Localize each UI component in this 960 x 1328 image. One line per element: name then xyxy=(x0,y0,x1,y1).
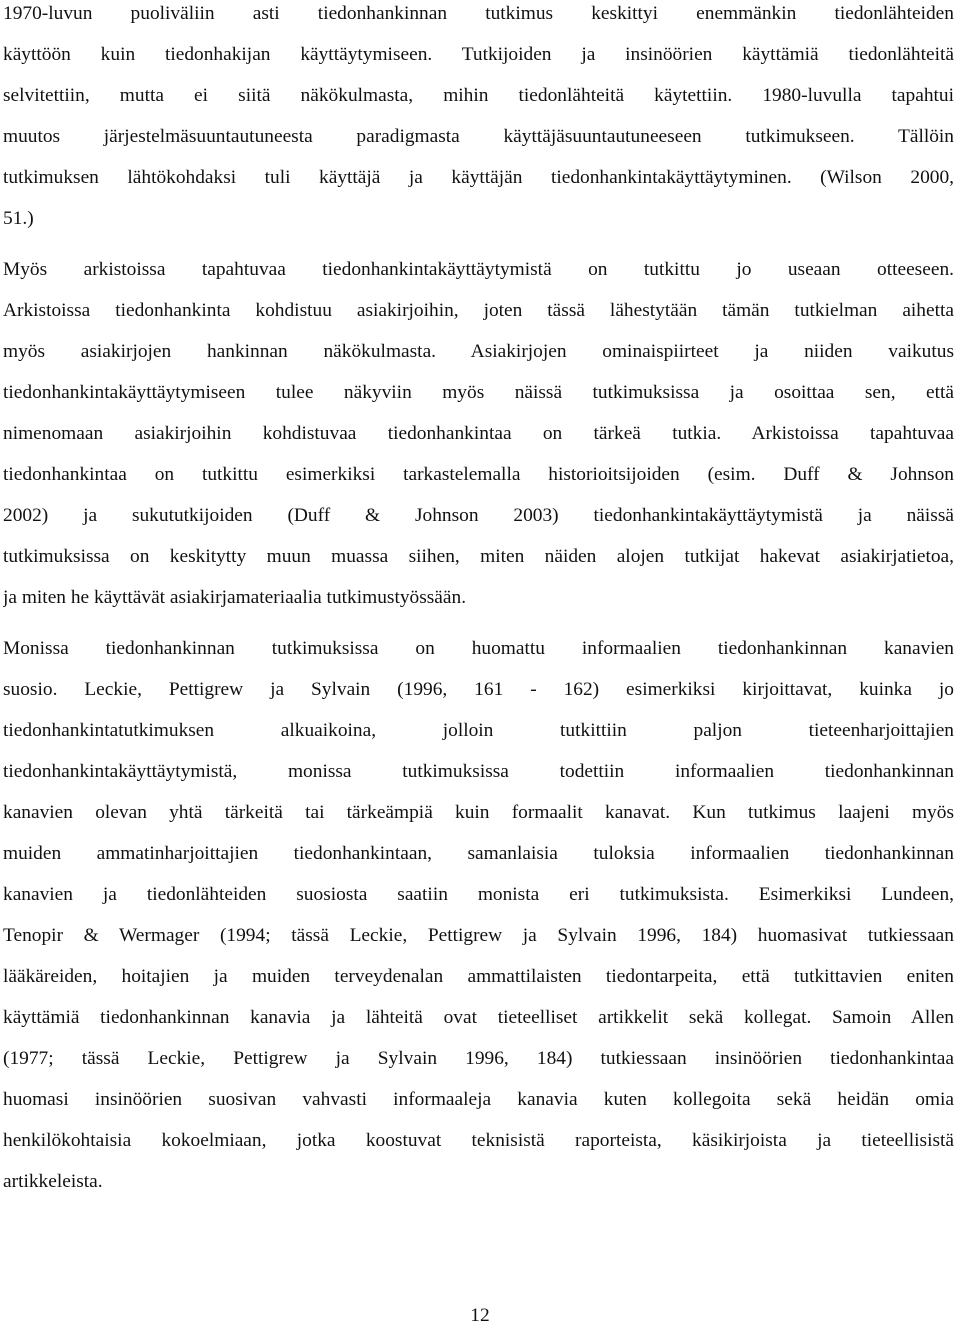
text-line: suosio. Leckie, Pettigrew ja Sylvain (1996, 161 - 162) esimerkiksi kirjoittavat, kuinka jo xyxy=(3,679,954,700)
text-line: tutkimuksissa on keskitytty muun muassa siihen, miten näiden alojen tutkijat hakevat asiakirjatietoa, xyxy=(3,546,954,567)
text-line: artikkeleista. xyxy=(3,1171,103,1192)
text-line: (1977; tässä Leckie, Pettigrew ja Sylvain 1996, 184) tutkiessaan insinöörien tiedonhankintaa xyxy=(3,1048,954,1069)
text-line: tiedonhankintaa on tutkittu esimerkiksi tarkastelemalla historioitsijoiden (esim. Duff & Johnson xyxy=(3,464,954,485)
paragraph-2 xyxy=(3,249,954,618)
text-line: tiedonhankintakäyttäytymiseen tulee näkyviin myös näissä tutkimuksissa ja osoittaa sen, että xyxy=(3,382,954,403)
text-line: huomasi insinöörien suosivan vahvasti informaaleja kanavia kuten kollegoita sekä heidän omia xyxy=(3,1089,954,1110)
text-line: muutos järjestelmäsuuntautuneesta paradigmasta käyttäjäsuuntautuneeseen tutkimukseen. Tällöin xyxy=(3,126,954,147)
text-line: Tenopir & Wermager (1994; tässä Leckie, Pettigrew ja Sylvain 1996, 184) huomasivat tutkiessaan xyxy=(3,925,954,946)
text-line: Myös arkistoissa tapahtuvaa tiedonhankintakäyttäytymistä on tutkittu jo useaan otteeseen. xyxy=(3,259,954,280)
paragraph-1 xyxy=(3,0,954,239)
text-line: kanavien ja tiedonlähteiden suosiosta saatiin monista eri tutkimuksista. Esimerkiksi Lundeen, xyxy=(3,884,954,905)
paragraph-3 xyxy=(3,628,954,1202)
text-line: tiedonhankintakäyttäytymistä, monissa tutkimuksissa todettiin informaalien tiedonhankinnan xyxy=(3,761,954,782)
text-line: 51.) xyxy=(3,208,34,229)
text-line: lääkäreiden, hoitajien ja muiden terveydenalan ammattilaisten tiedontarpeita, että tutkittavien eniten xyxy=(3,966,954,987)
text-line: henkilökohtaisia kokoelmiaan, jotka koostuvat teknisistä raporteista, käsikirjoista ja tieteellisistä xyxy=(3,1130,954,1151)
text-line: tiedonhankintatutkimuksen alkuaikoina, jolloin tutkittiin paljon tieteenharjoittajien xyxy=(3,720,954,741)
text-line: myös asiakirjojen hankinnan näkökulmasta. Asiakirjojen ominaispiirteet ja niiden vaikutus xyxy=(3,341,954,362)
text-line: Arkistoissa tiedonhankinta kohdistuu asiakirjoihin, joten tässä lähestytään tämän tutkielman aihetta xyxy=(3,300,954,321)
text-line: käyttöön kuin tiedonhakijan käyttäytymiseen. Tutkijoiden ja insinöörien käyttämiä tiedonlähteitä xyxy=(3,44,954,65)
text-line: 2002) ja sukututkijoiden (Duff & Johnson 2003) tiedonhankintakäyttäytymistä ja näissä xyxy=(3,505,954,526)
text-line: käyttämiä tiedonhankinnan kanavia ja lähteitä ovat tieteelliset artikkelit sekä kollegat. Samoin Allen xyxy=(3,1007,954,1028)
text-line: muiden ammatinharjoittajien tiedonhankintaan, samanlaisia tuloksia informaalien tiedonhankinnan xyxy=(3,843,954,864)
text-line: kanavien olevan yhtä tärkeitä tai tärkeämpiä kuin formaalit kanavat. Kun tutkimus laajeni myös xyxy=(3,802,954,823)
text-line: nimenomaan asiakirjoihin kohdistuvaa tiedonhankintaa on tärkeä tutkia. Arkistoissa tapahtuvaa xyxy=(3,423,954,444)
text-line: tutkimuksen lähtökohdaksi tuli käyttäjä ja käyttäjän tiedonhankintakäyttäytyminen. (Wilson 2000, xyxy=(3,167,954,188)
page-number: 12 xyxy=(470,1305,490,1326)
text-line: 1970-luvun puoliväliin asti tiedonhankinnan tutkimus keskittyi enemmänkin tiedonlähteiden xyxy=(3,3,954,24)
text-line: ja miten he käyttävät asiakirjamateriaalia tutkimustyössään. xyxy=(3,587,467,608)
text-line: selvitettiin, mutta ei siitä näkökulmasta, mihin tiedonlähteitä käytettiin. 1980-luvulla tapahtui xyxy=(3,85,954,106)
text-line: Monissa tiedonhankinnan tutkimuksissa on huomattu informaalien tiedonhankinnan kanavien xyxy=(3,638,954,659)
